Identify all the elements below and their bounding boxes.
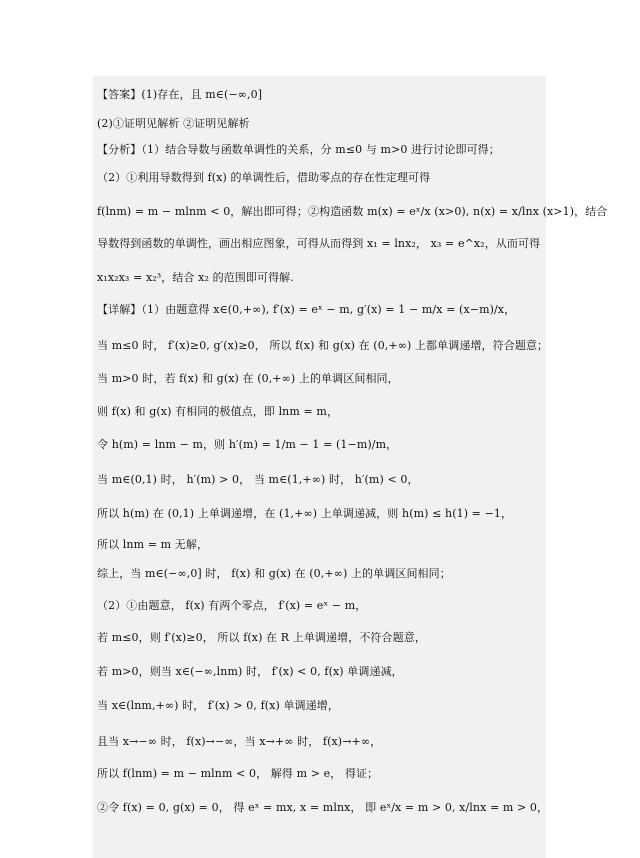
part2-line-4: 当 x∈(lnm,+∞) 时， f′(x) > 0, f(x) 单调递增，: [97, 699, 339, 712]
detail-line-6: 当 m∈(0,1) 时， h′(m) > 0， 当 m∈(1,+∞) 时， h′(m) < 0，: [97, 473, 419, 486]
analysis-line-2: （2）①利用导数得到 f(x) 的单调性后，借助零点的存在性定理可得: [97, 171, 431, 184]
analysis-line-3: f(lnm) = m − mlnm < 0，解出即可得；②构造函数 m(x) = eˣ/x (x>0), n(x) = x/lnx (x>1)，结合: [97, 205, 608, 218]
part2-line-6: 所以 f(lnm) = m − mlnm < 0， 解得 m > e， 得证；: [97, 767, 379, 780]
analysis-line-4: 导数得到函数的单调性，画出相应图象，可得从而得到 x₁ = lnx₂， x₃ = e^x₂，从而可得: [97, 237, 541, 250]
answer-line: 【答案】(1)存在，且 m∈(−∞,0]: [97, 88, 263, 101]
detail-line-1: 【详解】（1）由题意得 x∈(0,+∞), f′(x) = eˣ − m, g′(x) = 1 − m/x = (x−m)/x，: [97, 303, 516, 316]
answer-line-2: (2)①证明见解析 ②证明见解析: [97, 117, 250, 130]
part2-line-1: （2）①由题意， f(x) 有两个零点， f′(x) = eˣ − m，: [97, 599, 367, 612]
analysis-line-1: 【分析】（1）结合导数与函数单调性的关系，分 m≤0 与 m>0 进行讨论即可得；: [97, 143, 500, 156]
detail-line-4: 则 f(x) 和 g(x) 有相同的极值点，即 lnm = m，: [97, 405, 339, 418]
part2-line-3: 若 m>0，则当 x∈(−∞,lnm) 时， f′(x) < 0, f(x) 单调递减，: [97, 665, 403, 678]
part2-line-2: 若 m≤0，则 f′(x)≥0， 所以 f(x) 在 R 上单调递增，不符合题意，: [97, 631, 426, 644]
part2-line-5: 且当 x→−∞ 时， f(x)→−∞，当 x→+∞ 时， f(x)→+∞，: [97, 735, 382, 748]
detail-line-8: 所以 lnm = m 无解，: [97, 538, 209, 551]
detail-line-3: 当 m>0 时，若 f(x) 和 g(x) 在 (0,+∞) 上的单调区间相同，: [97, 372, 399, 385]
part2-line-7: ②令 f(x) = 0, g(x) = 0， 得 eˣ = mx, x = mlnx， 即 eˣ/x = m > 0, x/lnx = m > 0，: [97, 801, 549, 814]
detail-line-5: 令 h(m) = lnm − m，则 h′(m) = 1/m − 1 = (1−m)/m，: [97, 438, 398, 451]
detail-line-9: 综上，当 m∈(−∞,0] 时， f(x) 和 g(x) 在 (0,+∞) 上的单调区间相同；: [97, 567, 451, 580]
detail-line-2: 当 m≤0 时， f′(x)≥0, g′(x)≥0， 所以 f(x) 和 g(x) 在 (0,+∞) 上都单调递增，符合题意；: [97, 339, 549, 352]
analysis-line-5: x₁x₂x₃ = x₂³，结合 x₂ 的范围即可得解.: [97, 271, 294, 284]
detail-line-7: 所以 h(m) 在 (0,1) 上单调递增，在 (1,+∞) 上单调递减，则 h(m) ≤ h(1) = −1，: [97, 507, 513, 520]
